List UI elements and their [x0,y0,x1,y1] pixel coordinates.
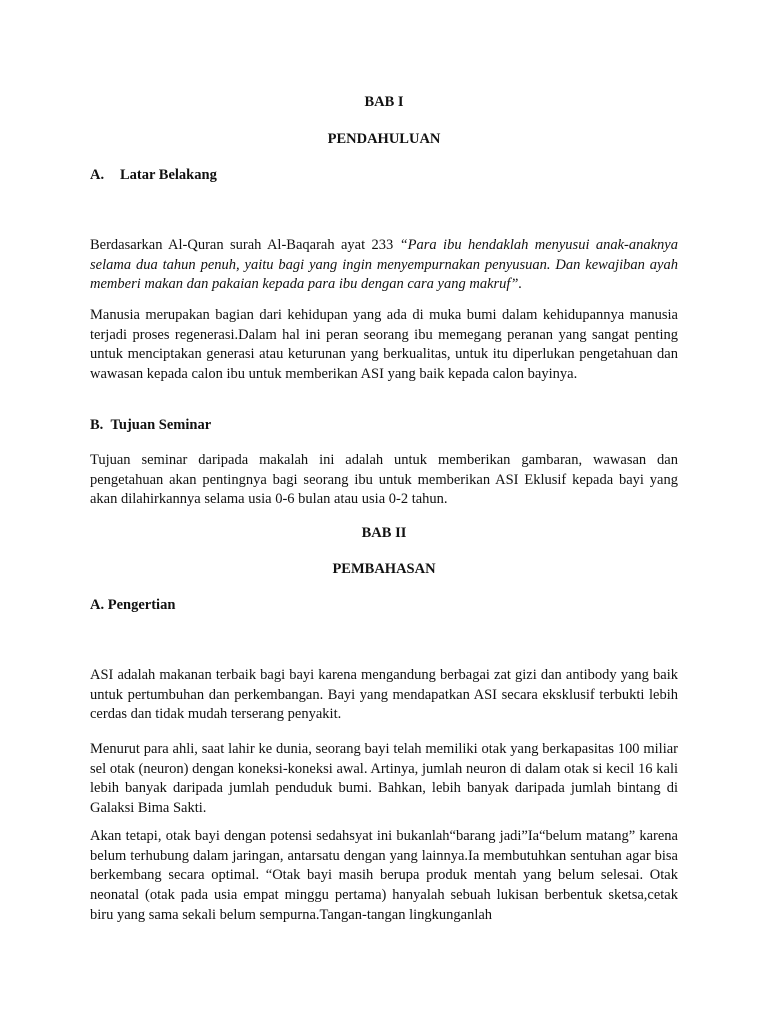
paragraph-akan-tetapi: Akan tetapi, otak bayi dengan potensi sedahsyat ini bukanlah“barang jadi”Ia“belum matang” karena belum terhubung dalam jaringan, antarsatu dengan yang lainnya.Ia membutuhkan sentuhan agar bisa berkembang secara optimal. “Otak bayi masih berupa produk mentah yang belum selesai. Otak neonatal (otak pada usia empat minggu pertama) hanyalah sebuah lukisan berbentuk sketsa,cetak biru yang sama sekali belum sempurna.Tangan-tangan lingkunganlah [90,828,678,923]
paragraph-manusia: Manusia merupakan bagian dari kehidupan yang ada di muka bumi dalam kehidupannya manusia terjadi proses regenerasi.Dalam hal ini peran seorang ibu memegang peranan yang sangat penting untuk menciptakan generasi atau keturunan yang berkualitas, untuk itu diperlukan pengetahuan dan wawasan kepada calon ibu untuk memberikan ASI yang baik kepada calon bayinya. [90,307,678,383]
chapter-title-bab-2: BAB II [361,525,407,541]
paragraph-tujuan: Tujuan seminar daripada makalah ini adalah untuk memberikan gambaran, wawasan dan pengetahuan akan pentingnya bagi seorang ibu untuk memberikan ASI Eklusif kepada bayi yang akan dilahirkannya selama usia 0-6 bulan atau usia 0-2 tahun. [90,452,678,508]
section-heading-pengertian [90,596,175,616]
section-heading-tujuan-seminar [90,416,211,436]
quran-quote: “Para ibu hendaklah menyusui anak-anaknya selama dua tahun penuh, yaitu bagi yang ingin menyempurnakan penyusuan. Dan kewajiban ayah memberi makan dan pakaian kepada para ibu dengan cara yang makruf”. [90,237,678,293]
chapter-subtitle-pendahuluan: PENDAHULUAN [327,131,441,147]
section-title: Tujuan Seminar [110,417,212,433]
section-number: A. [90,167,105,183]
paragraph-al-quran [90,236,678,295]
paragraph-asi: ASI adalah makanan terbaik bagi bayi karena mengandung berbagai zat gizi dan antibody yang baik untuk pertumbuhan dan perkembangan. Bayi yang mendapatkan ASI secara eksklusif terbukti lebih cerdas dan tidak mudah terserang penyakit. [90,667,678,723]
section-title: Latar Belakang [120,167,217,183]
paragraph-menurut-para-ahli: Menurut para ahli, saat lahir ke dunia, seorang bayi telah memiliki otak yang berkapasitas 100 miliar sel otak (neuron) dengan koneksi-koneksi awal. Artinya, jumlah neuron di dalam otak si kecil 16 kali lebih banyak daripada jumlah penduduk bumi. Bahkan, lebih banyak daripada jumlah bintang di Galaksi Bima Sakti. [90,741,678,817]
chapter-title-bab-1: BAB I [364,94,404,110]
chapter-subtitle-pembahasan: PEMBAHASAN [332,561,436,577]
section-number: A. [90,597,105,613]
section-title: Pengertian [107,597,176,613]
paragraph-lead: Berdasarkan Al-Quran surah Al-Baqarah ayat 233 [90,237,400,253]
section-heading-latar-belakang [90,166,217,186]
section-number: B. [90,417,104,433]
